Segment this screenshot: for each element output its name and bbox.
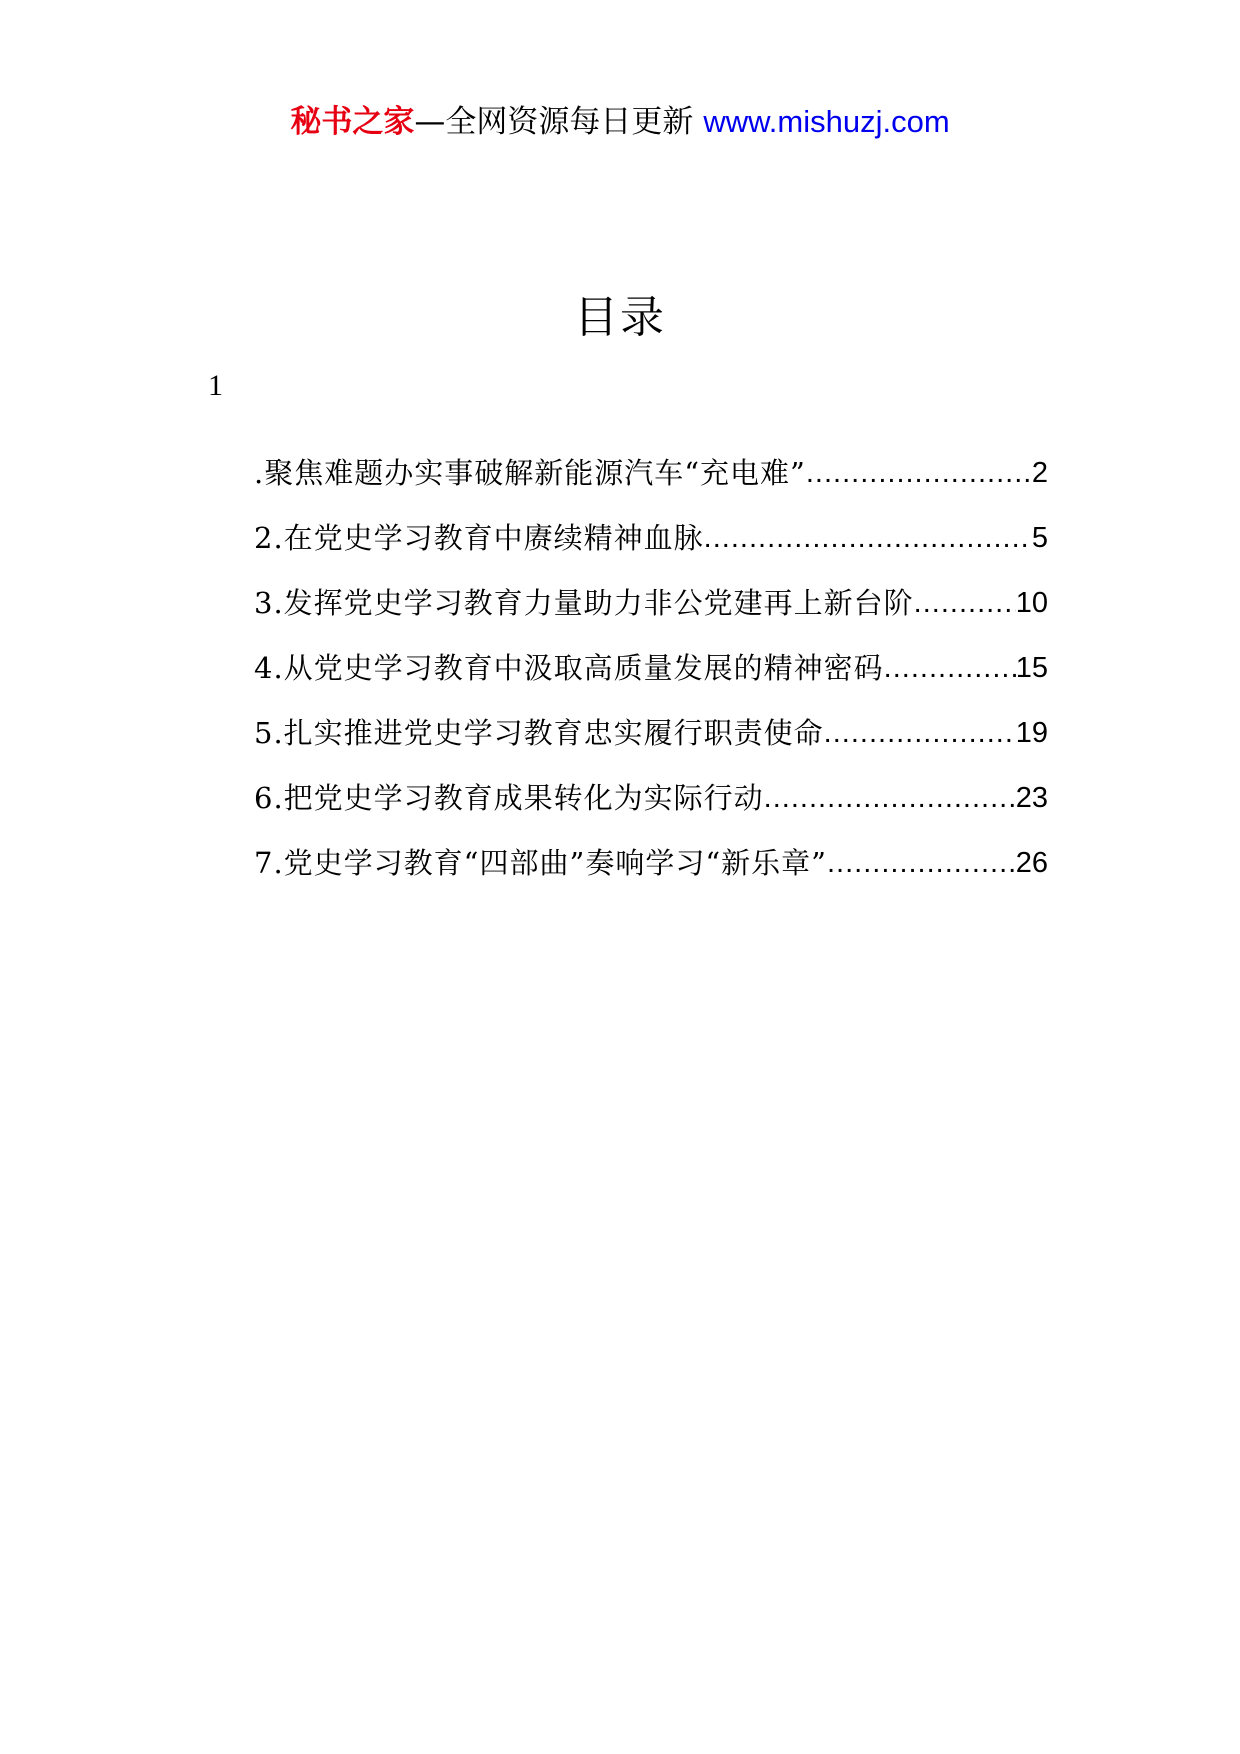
- toc-item-page: 23: [1015, 782, 1048, 814]
- toc-dot-leader: [884, 648, 1016, 688]
- toc-item-page: 19: [1015, 717, 1048, 749]
- leading-number: 1: [208, 369, 223, 402]
- toc-dot-leader: [827, 843, 1016, 883]
- toc-item-page: 15: [1015, 652, 1048, 684]
- toc-item[interactable]: [254, 558, 1048, 623]
- site-url-link[interactable]: www.mishuzj.com: [703, 104, 950, 139]
- toc-item[interactable]: [254, 818, 1048, 883]
- toc-dot-leader: [914, 583, 1016, 623]
- site-header: [0, 100, 1240, 144]
- toc-item-text: 7.党史学习教育“四部曲”奏响学习“新乐章”: [254, 846, 827, 880]
- toc-dot-leader: [704, 518, 1032, 558]
- toc-item[interactable]: [254, 623, 1048, 688]
- toc-item-page: 2: [1031, 457, 1048, 489]
- toc-item-page: 10: [1015, 587, 1048, 619]
- toc-item-text: 4.从党史学习教育中汲取高质量发展的精神密码: [254, 651, 884, 685]
- toc-dot-leader: [824, 713, 1016, 753]
- toc-item-text: 6.把党史学习教育成果转化为实际行动: [254, 781, 764, 815]
- toc-list: [254, 428, 1048, 883]
- toc-item-text: 5.扎实推进党史学习教育忠实履行职责使命: [254, 716, 824, 750]
- toc-dot-leader: [806, 453, 1032, 493]
- toc-item[interactable]: [254, 753, 1048, 818]
- header-tagline: —全网资源每日更新: [414, 104, 694, 140]
- toc-item-text: 3.发挥党史学习教育力量助力非公党建再上新台阶: [254, 586, 914, 620]
- toc-item[interactable]: [254, 688, 1048, 753]
- toc-item-page: 5: [1031, 522, 1048, 554]
- toc-item-text: .聚焦难题办实事破解新能源汽车“充电难”: [254, 456, 806, 490]
- toc-dot-leader: [764, 778, 1016, 818]
- toc-item[interactable]: [254, 493, 1048, 558]
- toc-item-page: 26: [1015, 847, 1048, 879]
- toc-title: 目录: [574, 292, 666, 343]
- toc-item[interactable]: [254, 428, 1048, 493]
- toc-item-text: 2.在党史学习教育中赓续精神血脉: [254, 521, 704, 555]
- brand-name: 秘书之家: [290, 104, 415, 140]
